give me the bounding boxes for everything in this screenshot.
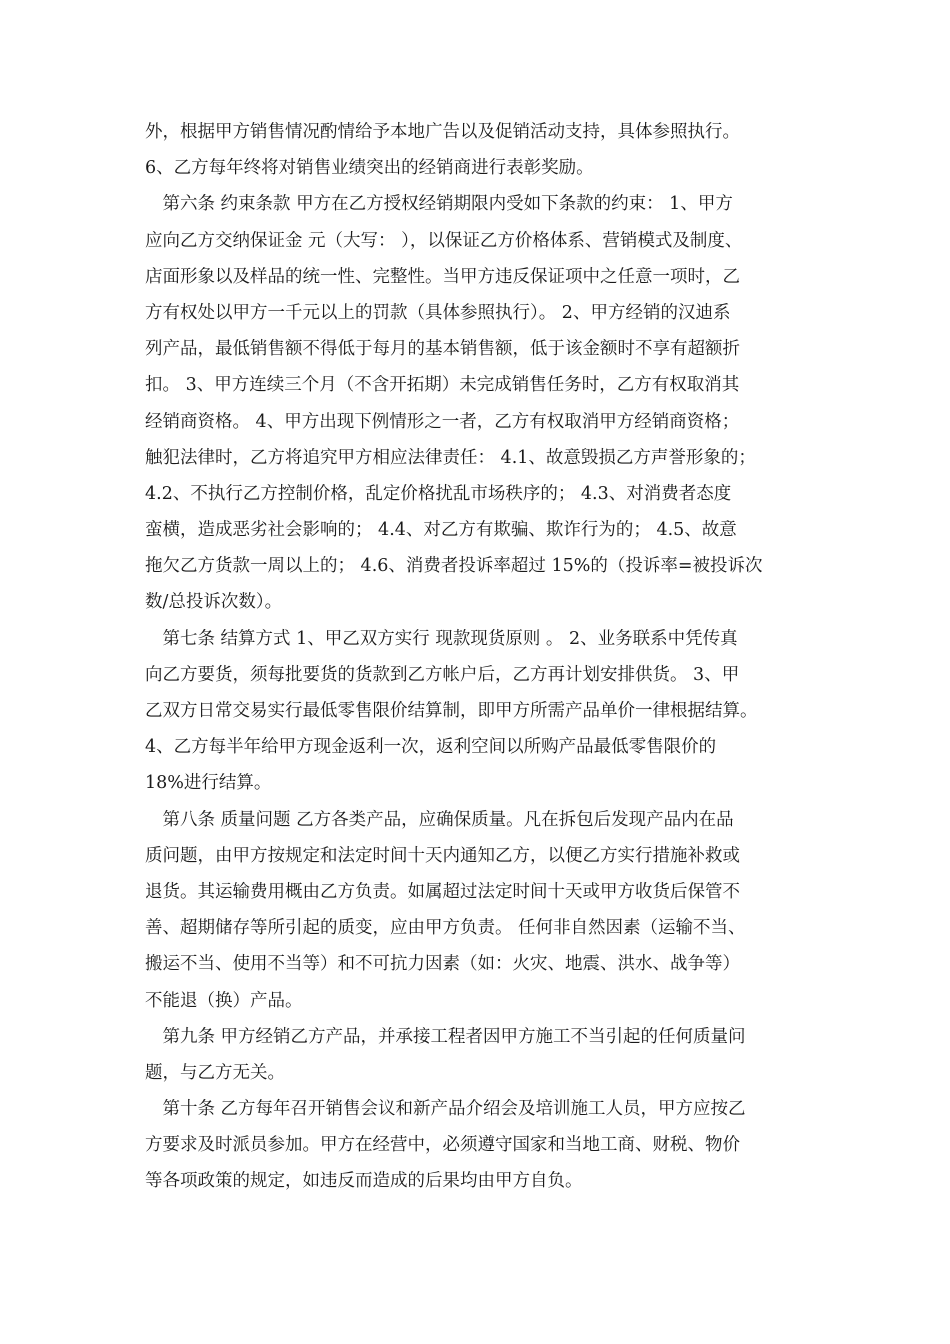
text-line: 触犯法律时，乙方将追究甲方相应法律责任： 4.1、故意毁损乙方声誉形象的； <box>145 447 756 468</box>
text-line: 应向乙方交纳保证金 元（大写： ），以保证乙方价格体系、营销模式及制度、 <box>145 230 743 251</box>
text-line: 等各项政策的规定，如违反而造成的后果均由甲方自负。 <box>145 1171 583 1192</box>
text-line: 质问题，由甲方按规定和法定时间十天内通知乙方，以便乙方实行措施补救或 <box>145 845 740 866</box>
document-body-text <box>145 114 810 1200</box>
text-line: 18%进行结算。 <box>145 773 272 794</box>
text-line: 乙双方日常交易实行最低零售限价结算制，即甲方所需产品单价一律根据结算。 <box>145 701 758 721</box>
text-line: 经销商资格。 4、甲方出现下例情形之一者，乙方有权取消甲方经销商资格； <box>145 411 740 432</box>
text-line: 题，与乙方无关。 <box>145 1062 285 1083</box>
text-line: 退货。其运输费用概由乙方负责。如属超过法定时间十天或甲方收货后保管不 <box>145 881 740 902</box>
text-line: 蛮横，造成恶劣社会影响的； 4.4、对乙方有欺骗、欺诈行为的； 4.5、故意 <box>145 520 737 541</box>
text-line: 外，根据甲方销售情况酌情给予本地广告以及促销活动支持，具体参照执行。 <box>145 122 740 142</box>
text-line: 方要求及时派员参加。甲方在经营中，必须遵守国家和当地工商、财税、物价 <box>145 1135 740 1156</box>
text-line: 列产品，最低销售额不得低于每月的基本销售额，低于该金额时不享有超额折 <box>145 339 740 360</box>
text-line: 第九条 甲方经销乙方产品，并承接工程者因甲方施工不当引起的任何质量问 <box>145 1026 746 1047</box>
text-line: 4.2、不执行乙方控制价格，乱定价格扰乱市场秩序的； 4.3、对消费者态度 <box>145 483 732 504</box>
text-line: 拖欠乙方货款一周以上的； 4.6、消费者投诉率超过 15%的（投诉率=被投诉次 <box>145 556 763 577</box>
text-line: 店面形象以及样品的统一性、完整性。当甲方违反保证项中之任意一项时，乙 <box>145 266 740 287</box>
text-line: 方有权处以甲方一千元以上的罚款（具体参照执行）。 2、甲方经销的汉迪系 <box>145 302 731 323</box>
text-line: 不能退（换）产品。 <box>145 990 303 1011</box>
text-line: 数/总投诉次数）。 <box>145 592 283 613</box>
text-line: 善、超期储存等所引起的质变，应由甲方负责。 任何非自然因素（运输不当、 <box>145 918 746 939</box>
text-line: 搬运不当、使用不当等）和不可抗力因素（如：火灾、地震、洪水、战争等） <box>145 954 740 975</box>
text-line: 向乙方要货，须每批要货的货款到乙方帐户后，乙方再计划安排供货。 3、甲 <box>145 664 740 685</box>
text-line: 扣。 3、甲方连续三个月（不含开拓期）未完成销售任务时，乙方有权取消其 <box>145 375 740 396</box>
text-line: 第六条 约束条款 甲方在乙方授权经销期限内受如下条款的约束： 1、甲方 <box>145 194 733 215</box>
text-line: 第十条 乙方每年召开销售会议和新产品介绍会及培训施工人员，甲方应按乙 <box>145 1099 746 1120</box>
text-line: 第七条 结算方式 1、甲乙双方实行 现款现货原则 。 2、业务联系中凭传真 <box>145 628 738 649</box>
text-line: 6、乙方每年终将对销售业绩突出的经销商进行表彰奖励。 <box>145 158 594 179</box>
text-line: 第八条 质量问题 乙方各类产品，应确保质量。凡在拆包后发现产品内在品 <box>145 809 734 830</box>
text-line: 4、乙方每半年给甲方现金返利一次，返利空间以所购产品最低零售限价的 <box>145 737 717 758</box>
